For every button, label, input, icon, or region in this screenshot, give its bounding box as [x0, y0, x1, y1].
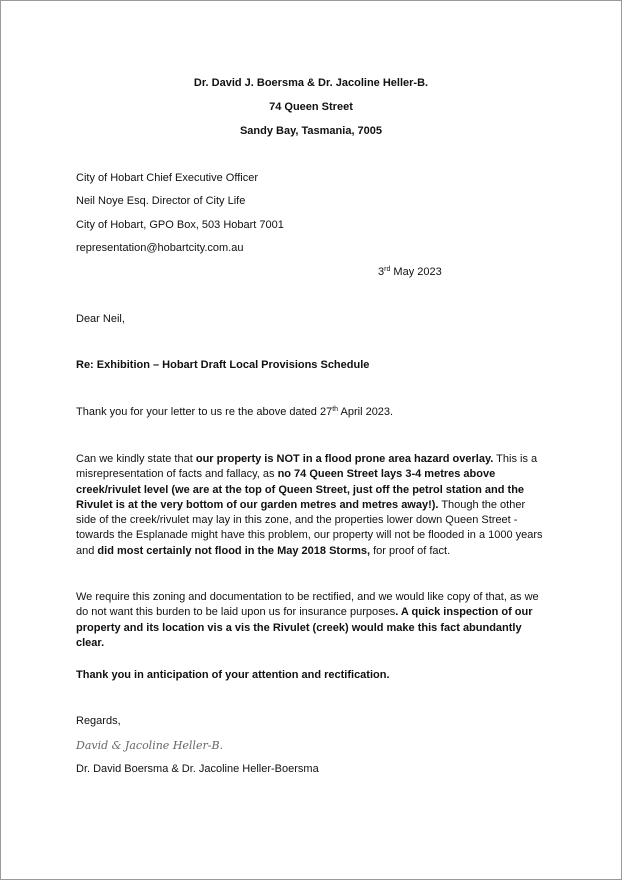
- date-day: 3: [378, 266, 385, 278]
- recipient-line-1: City of Hobart Chief Executive Officer: [76, 172, 258, 184]
- para2-b1: our property is NOT in a flood prone area hazard overlay.: [195, 453, 494, 465]
- para2-t3: Though the other side of the creek/rivulet may lay in this zone, and the properties lower down Queen Street - towards the Esplanade might have this problem, our property will not be flooded in a 1000 years and: [76, 498, 543, 557]
- para2-t1: Can we kindly state that: [76, 453, 196, 465]
- salutation: Dear Neil,: [76, 313, 125, 325]
- date-rest: May 2023: [390, 266, 442, 278]
- subject-line: Re: Exhibition – Hobart Draft Local Provisions Schedule: [76, 359, 370, 371]
- date-suffix: rd: [384, 266, 391, 273]
- recipient-email: representation@hobartcity.com.au: [76, 242, 244, 254]
- para1-text-a: Thank you for your letter to us re the above dated 27: [76, 406, 333, 418]
- para2-b2: no 74 Queen Street lays 3-4 metres above creek/rivulet level (we are at the top of Queen Street, just off the petrol station and the Rivulet is at the very bottom of our garden metres and metres away!).: [76, 468, 525, 511]
- paragraph-3: [76, 590, 546, 651]
- recipient-line-3: City of Hobart, GPO Box, 503 Hobart 7001: [76, 219, 284, 231]
- para3-b1: . A quick inspection of our property and its location vis a vis the Rivulet (creek) would make this fact abundantly clear.: [76, 606, 533, 649]
- para2-t2: This is a misrepresentation of facts and fallacy, as: [76, 453, 538, 481]
- letterhead-names: Dr. David J. Boersma & Dr. Jacoline Heller-B.: [193, 77, 429, 89]
- recipient-line-2: Neil Noye Esq. Director of City Life: [76, 195, 246, 207]
- letterhead-city: Sandy Bay, Tasmania, 7005: [239, 125, 383, 137]
- letter-date: [378, 266, 442, 278]
- paragraph-1: [76, 406, 393, 418]
- paragraph-2: [76, 452, 546, 559]
- signature: David & Jacoline Heller-B.: [76, 739, 224, 752]
- para1-text-b: April 2023.: [338, 406, 394, 418]
- closing-line: Thank you in anticipation of your attention and rectification.: [76, 669, 390, 681]
- signatories: Dr. David Boersma & Dr. Jacoline Heller-Boersma: [76, 763, 319, 775]
- para2-b3: did most certainly not flood in the May 2018 Storms,: [97, 544, 371, 557]
- letterhead-street: 74 Queen Street: [269, 101, 353, 113]
- regards: Regards,: [76, 715, 121, 727]
- para3-t1: We require this zoning and documentation to be rectified, and we would like copy of that, as we do not want this burden to be laid upon us for insurance purposes: [76, 591, 539, 619]
- para2-t4: for proof of fact.: [370, 544, 451, 557]
- para1-suffix: th: [332, 406, 339, 413]
